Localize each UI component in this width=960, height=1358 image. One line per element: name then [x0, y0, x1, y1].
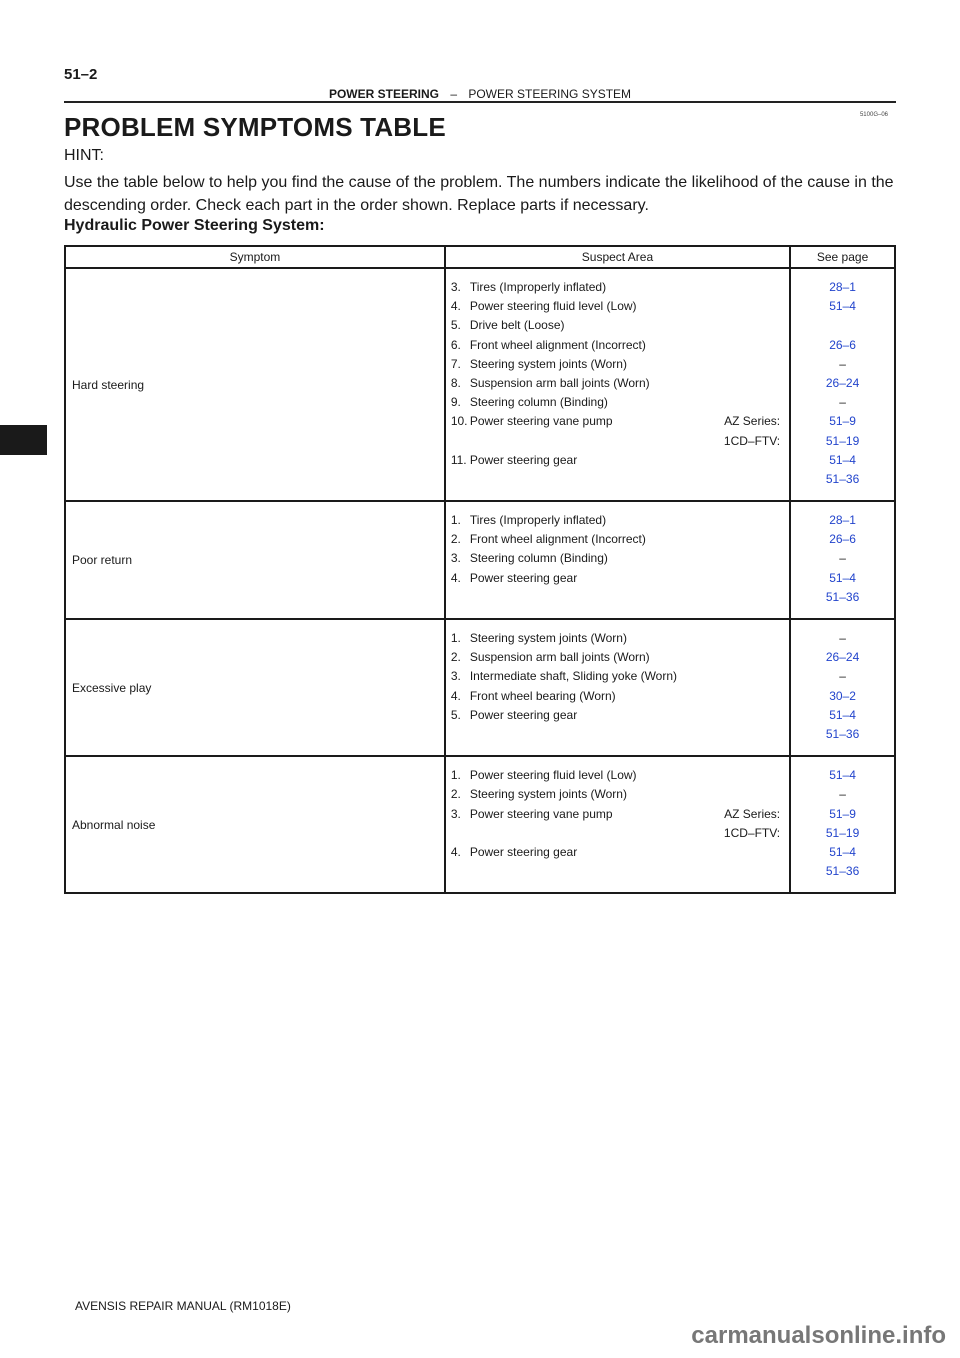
page-reference-none: –	[839, 787, 846, 802]
symptom-cell: Excessive play	[65, 619, 445, 756]
watermark: carmanualsonline.info	[691, 1322, 946, 1349]
see-page-cell	[790, 756, 895, 893]
suspect-area-item	[446, 432, 789, 451]
item-variant-label: 1CD–FTV:	[723, 825, 781, 840]
suspect-area-item	[446, 470, 789, 489]
header-separator: –	[450, 87, 457, 101]
running-header	[0, 87, 960, 101]
item-number: 4.	[450, 688, 461, 703]
page-reference-link[interactable]: 51–4	[829, 570, 856, 585]
page-reference-link[interactable]: 28–1	[829, 280, 856, 294]
suspect-area-item	[446, 648, 789, 667]
see-page-cell	[790, 619, 895, 756]
item-number: 2.	[450, 532, 461, 547]
suspect-area-item	[446, 511, 789, 530]
see-page-cell	[790, 501, 895, 619]
item-number: 10.	[450, 414, 468, 429]
suspect-area-item	[446, 278, 789, 297]
item-number: 1.	[450, 768, 461, 783]
item-number: 8.	[450, 375, 461, 390]
table-row	[65, 501, 895, 619]
page-reference-link[interactable]: 51–4	[829, 844, 856, 859]
column-header-symptom: Symptom	[65, 246, 445, 268]
suspect-area-item	[446, 824, 789, 843]
item-text: Front wheel alignment (Incorrect)	[469, 337, 646, 352]
suspect-area-item	[446, 588, 789, 607]
page-reference-link[interactable]: 51–19	[825, 825, 860, 840]
suspect-area-item	[446, 725, 789, 744]
hint-text: Use the table below to help you find the cause of the problem. The numbers indicate the likelihood of the cause in the descending order. Check each part in the order shown. Replace parts if necessary.	[64, 174, 894, 214]
item-text: Power steering fluid level (Low)	[469, 299, 637, 314]
item-text: Suspension arm ball joints (Worn)	[469, 375, 650, 390]
table-header-row	[65, 246, 895, 268]
item-number: 11.	[450, 452, 467, 467]
page-reference-link[interactable]: 26–24	[825, 375, 860, 390]
document-code: 5100G–06	[859, 112, 888, 118]
item-text: Power steering fluid level (Low)	[469, 768, 637, 783]
page-reference-link[interactable]: 51–36	[825, 471, 860, 486]
item-number: 3.	[450, 551, 461, 566]
table-row	[65, 619, 895, 756]
subsection-title: POWER STEERING SYSTEM	[468, 87, 632, 101]
page-reference-link[interactable]: 51–9	[829, 806, 856, 821]
symptom-cell: Poor return	[65, 501, 445, 619]
item-text: Front wheel alignment (Incorrect)	[469, 532, 646, 547]
item-text: Power steering gear	[469, 844, 578, 859]
suspect-area-item	[446, 785, 789, 804]
suspect-area-item	[446, 805, 789, 824]
suspect-area-item	[446, 412, 789, 431]
item-text: Tires (Improperly inflated)	[469, 280, 607, 294]
item-text: Steering system joints (Worn)	[469, 787, 627, 802]
item-number: 5.	[450, 707, 461, 722]
item-text: Power steering gear	[469, 570, 578, 585]
hint-label: HINT:	[64, 147, 104, 164]
suspect-area-item	[446, 843, 789, 862]
item-text: Steering column (Binding)	[469, 551, 608, 566]
item-number: 7.	[450, 356, 461, 371]
suspect-area-item	[446, 355, 789, 374]
suspect-area-item	[446, 569, 789, 588]
section-tab-marker	[0, 425, 47, 455]
column-header-see-page: See page	[790, 246, 895, 268]
page-reference-link[interactable]: 51–4	[829, 707, 856, 722]
page-reference-link[interactable]: 26–6	[829, 532, 856, 547]
suspect-area-item	[446, 297, 789, 316]
suspect-area-item	[446, 374, 789, 393]
symptom-cell: Abnormal noise	[65, 756, 445, 893]
suspect-area-item	[446, 629, 789, 648]
suspect-area-item	[446, 549, 789, 568]
section-title: POWER STEERING	[328, 87, 439, 101]
suspect-area-item	[446, 766, 789, 785]
symptom-cell: Hard steering	[65, 268, 445, 501]
item-variant-label: 1CD–FTV:	[723, 433, 781, 448]
page-reference-link[interactable]: 51–4	[829, 452, 856, 467]
item-text: Tires (Improperly inflated)	[469, 513, 607, 528]
item-text: Intermediate shaft, Sliding yoke (Worn)	[469, 669, 678, 684]
item-number: 4.	[450, 570, 461, 585]
header-rule	[64, 101, 896, 103]
item-text: Steering column (Binding)	[469, 395, 608, 410]
page-reference-link[interactable]: 51–36	[825, 864, 860, 879]
page-reference-none: –	[839, 631, 846, 645]
page-reference-none: –	[839, 356, 846, 371]
page-reference-none: –	[839, 395, 846, 410]
page-reference-none	[791, 316, 894, 335]
item-text: Power steering gear	[469, 707, 578, 722]
page-title: PROBLEM SYMPTOMS TABLE	[64, 112, 446, 142]
item-number: 6.	[450, 337, 461, 352]
see-page-cell	[790, 268, 895, 501]
suspect-area-item	[446, 336, 789, 355]
table-row	[65, 268, 895, 501]
suspect-area-item	[446, 687, 789, 706]
problem-symptoms-table	[64, 245, 896, 894]
item-number: 2.	[450, 650, 461, 665]
page-reference-none: –	[839, 669, 846, 684]
suspect-area-cell	[445, 619, 790, 756]
item-number: 2.	[450, 787, 461, 802]
page-reference-link[interactable]: 51–4	[829, 299, 856, 314]
item-number: 9.	[450, 395, 461, 410]
item-variant-label: AZ Series:	[724, 414, 781, 429]
table-row	[65, 756, 895, 893]
item-number: 1.	[450, 513, 461, 528]
item-number: 1.	[450, 631, 461, 645]
item-text: Power steering gear	[469, 452, 578, 467]
table-body	[65, 268, 895, 893]
item-number: 4.	[450, 299, 461, 314]
item-text: Drive belt (Loose)	[469, 318, 565, 333]
page-reference-link[interactable]: 51–36	[825, 589, 860, 604]
item-text: Power steering vane pump	[469, 806, 613, 821]
suspect-area-item	[446, 530, 789, 549]
page-reference-link[interactable]: 51–4	[829, 768, 856, 783]
item-text: Power steering vane pump	[469, 414, 613, 429]
suspect-area-item	[446, 393, 789, 412]
footer-manual-title: AVENSIS REPAIR MANUAL (RM1018E)	[75, 1299, 291, 1313]
item-number: 4.	[450, 844, 461, 859]
item-text: Front wheel bearing (Worn)	[469, 688, 616, 703]
item-text: Suspension arm ball joints (Worn)	[469, 650, 650, 665]
page-reference-link[interactable]: 51–19	[825, 433, 860, 448]
item-text: Steering system joints (Worn)	[469, 631, 627, 645]
suspect-area-item	[446, 667, 789, 686]
item-variant-label: AZ Series:	[724, 806, 781, 821]
suspect-area-cell	[445, 756, 790, 893]
page-reference-none: –	[839, 551, 846, 566]
item-number: 3.	[450, 280, 461, 294]
page-reference-link[interactable]: 51–36	[825, 726, 860, 741]
suspect-area-item	[446, 316, 789, 335]
suspect-area-item	[446, 862, 789, 881]
page-reference-link[interactable]: 26–6	[829, 337, 856, 352]
page-reference-link[interactable]: 28–1	[829, 513, 856, 528]
suspect-area-item	[446, 706, 789, 725]
page-reference-link[interactable]: 26–24	[825, 650, 860, 665]
column-header-suspect-area: Suspect Area	[445, 246, 790, 268]
system-heading: Hydraulic Power Steering System:	[64, 217, 325, 234]
suspect-area-cell	[445, 268, 790, 501]
page-number: 51–2	[64, 66, 98, 83]
item-number: 3.	[450, 806, 461, 821]
suspect-area-item	[446, 451, 789, 470]
item-number: 5.	[450, 318, 461, 333]
item-number: 3.	[450, 669, 461, 684]
page-reference-link[interactable]: 51–9	[829, 414, 856, 429]
page-reference-link[interactable]: 30–2	[829, 688, 856, 703]
suspect-area-cell	[445, 501, 790, 619]
item-text: Steering system joints (Worn)	[469, 356, 627, 371]
